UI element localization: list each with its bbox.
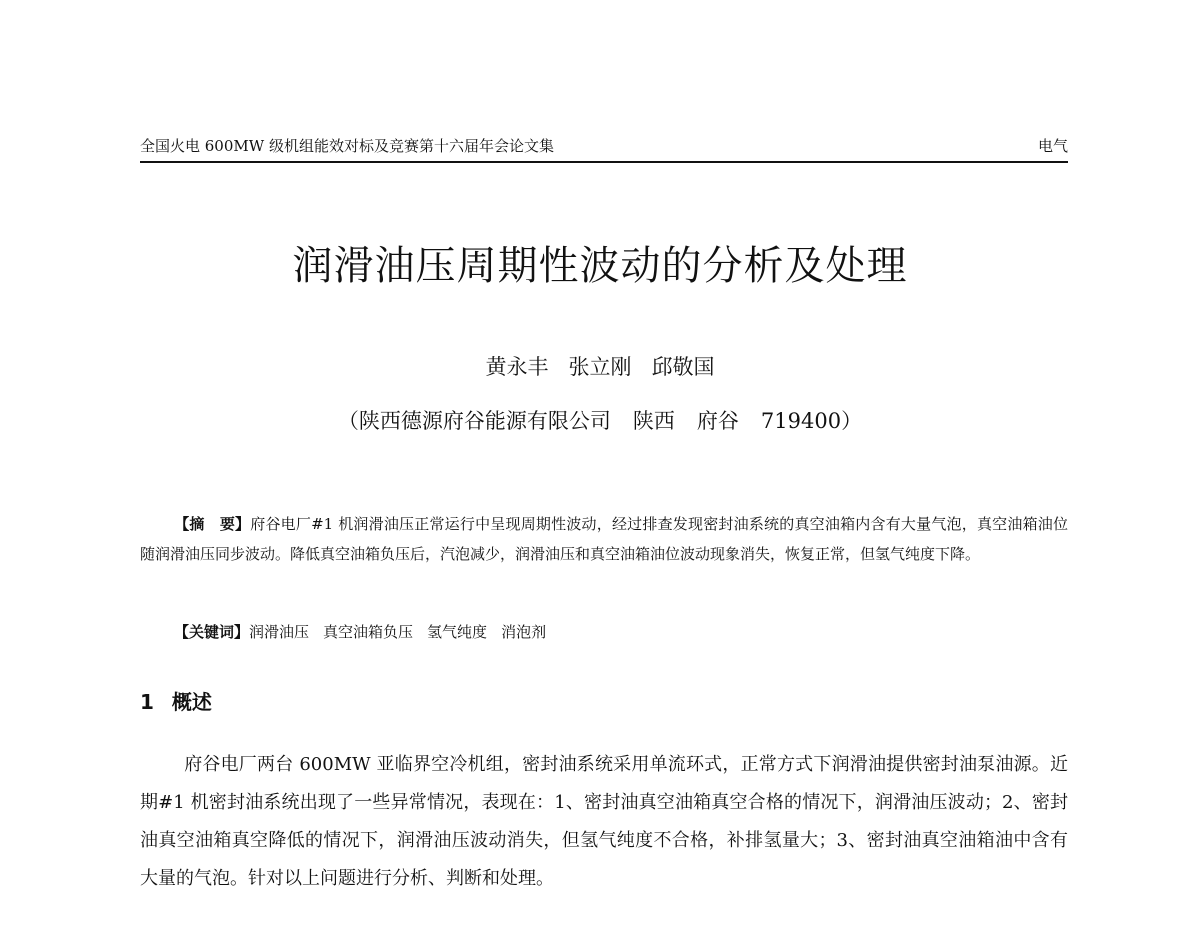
running-header [140, 136, 1068, 160]
section-1-heading [140, 688, 212, 716]
section-1-paragraph-text: 府谷电厂两台 600MW 亚临界空冷机组，密封油系统采用单流环式，正常方式下润滑油提供密封油泵油源。近期#1 机密封油系统出现了一些异常情况，表现在：1、密封油真空油箱真空合格的情况下，润滑油压波动；2、密封油真空油箱真空降低的情况下，润滑油压波动消失，但氢气纯度不合格，补排氢量大；3、密封油真空油箱油中含有大量的气泡。针对以上问题进行分析、判断和处理。 [140, 754, 1068, 889]
affiliation-city: 府谷 [696, 409, 739, 433]
author-2: 张立刚 [568, 355, 632, 379]
affiliation-postcode: 719400 [760, 409, 842, 433]
affiliation-province: 陕西 [632, 409, 675, 433]
abstract-text: 府谷电厂#1 机润滑油压正常运行中呈现周期性波动，经过排查发现密封油系统的真空油箱内含有大量气泡，真空油箱油位随润滑油压同步波动。降低真空油箱负压后，汽泡减少，润滑油压和真空油箱油位波动现象消失，恢复正常，但氢气纯度下降。 [140, 515, 1068, 563]
section-name: 电气 [1037, 137, 1068, 155]
journal-name: 全国火电 600MW 级机组能效对标及竞赛第十六届年会论文集 [140, 137, 554, 155]
affiliation-org: 陕西德源府谷能源有限公司 [358, 409, 611, 433]
abstract [140, 509, 1068, 569]
affiliation-open-paren: （ [337, 409, 359, 433]
keywords [174, 617, 1068, 647]
abstract-label: 【摘 要】 [174, 515, 251, 533]
author-list [0, 353, 1200, 381]
section-1-number: 1 [140, 690, 154, 714]
section-1-paragraph [140, 746, 1068, 898]
section-1-title: 概述 [171, 690, 212, 714]
author-1: 黄永丰 [485, 355, 549, 379]
keyword-2: 真空油箱负压 [323, 623, 414, 641]
affiliation [0, 407, 1200, 435]
author-3: 邱敬国 [651, 355, 715, 379]
keyword-1: 润滑油压 [249, 623, 310, 641]
keywords-label: 【关键词】 [174, 623, 250, 641]
header-rule [140, 161, 1068, 163]
affiliation-close-paren: ） [841, 409, 863, 433]
paper-title: 润滑油压周期性波动的分析及处理 [292, 243, 908, 289]
keyword-4: 消泡剂 [501, 623, 547, 641]
keyword-3: 氢气纯度 [427, 623, 488, 641]
